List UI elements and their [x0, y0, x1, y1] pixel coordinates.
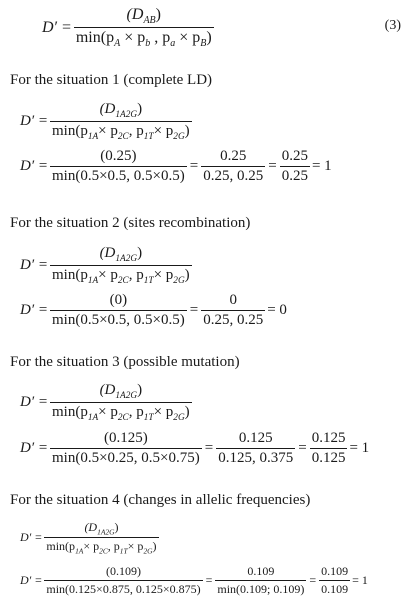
value-fraction	[50, 148, 187, 185]
intermediate-fraction	[215, 564, 306, 597]
value-denominator: min(0.5×0.5, 0.5×0.5)	[52, 312, 185, 328]
equals-sign: =	[204, 440, 214, 456]
value-denominator: min(0.5×0.25, 0.5×0.75)	[52, 450, 200, 466]
equals-sign: =	[189, 158, 199, 174]
eq3-fraction	[74, 6, 214, 49]
equation-number: (3)	[384, 18, 401, 33]
dprime-lhs: D′ =	[20, 530, 43, 545]
intermediate-denominator: min(0.109; 0.109)	[217, 582, 305, 596]
dprime-lhs: D′ =	[20, 257, 48, 273]
eq3-lhs: D′ =	[42, 18, 72, 36]
value-denominator: min(0.5×0.5, 0.5×0.5)	[52, 168, 185, 184]
result-value: = 1	[352, 573, 368, 587]
final-numerator: 0.109	[321, 564, 349, 578]
situation-3-symbolic	[20, 382, 192, 423]
equals-sign: =	[268, 158, 277, 174]
intermediate-denominator: 0.25, 0.25	[203, 168, 264, 184]
intermediate-numerator: 0.109	[247, 564, 275, 578]
intermediate-numerator: 0.125	[238, 430, 273, 446]
result-value: = 1	[349, 440, 370, 456]
symbolic-denominator: $\min(p_{1A}\times p_{2C}$, $p_{1T}\times p_{2G}$)	[46, 539, 157, 556]
eq3-den-term: )	[206, 29, 212, 47]
value-denominator: min(0.125×0.875, 0.125×0.875)	[46, 582, 201, 596]
situation-4-values	[20, 564, 368, 597]
eq3-den-term: b	[145, 38, 151, 50]
situation-2-values	[20, 292, 287, 329]
dprime-lhs: D′ =	[20, 573, 43, 587]
dprime-lhs: D′ =	[20, 394, 48, 410]
final-fraction	[310, 430, 348, 467]
value-numerator: (0.25)	[100, 148, 137, 164]
dprime-lhs: D′ =	[20, 113, 48, 129]
situation-2-heading: For the situation 2 (sites recombination)	[10, 215, 251, 231]
final-denominator: 0.25	[281, 168, 308, 184]
equals-sign: =	[309, 573, 317, 587]
value-fraction	[50, 292, 187, 329]
intermediate-numerator: 0.25	[220, 148, 247, 164]
final-numerator: 0.125	[311, 430, 346, 446]
intermediate-fraction	[201, 148, 265, 185]
eq3-numerator: $(D_{AB})$	[126, 6, 161, 27]
symbolic-numerator: $(D_{1A2G})$	[84, 520, 119, 537]
symbolic-numerator: $(D_{1A2G})$	[99, 101, 143, 120]
situation-3-values	[20, 430, 369, 467]
situation-1-values	[20, 148, 332, 185]
symbolic-fraction	[50, 101, 192, 142]
eq3-den-term: B	[200, 38, 207, 50]
value-numerator: (0)	[109, 292, 128, 308]
symbolic-denominator: $\min(p_{1A}\times p_{2C}$, $p_{1T}\times p_{2G}$)	[52, 404, 190, 423]
situation-3-heading: For the situation 3 (possible mutation)	[10, 354, 240, 370]
eq3-den-term: a	[170, 38, 176, 50]
equals-sign: =	[189, 302, 199, 318]
intermediate-denominator: 0.125, 0.375	[218, 450, 294, 466]
dprime-lhs: D′ =	[20, 158, 48, 174]
intermediate-numerator: 0	[229, 292, 237, 308]
situation-1-symbolic	[20, 101, 192, 142]
symbolic-denominator: $\min(p_{1A}\times p_{2C}$, $p_{1T}\times p_{2G}$)	[52, 123, 190, 142]
final-numerator: 0.25	[281, 148, 308, 164]
final-fraction	[319, 564, 350, 597]
intermediate-denominator: 0.25, 0.25	[203, 312, 264, 328]
situation-4-symbolic	[20, 520, 159, 556]
symbolic-fraction	[44, 520, 158, 556]
situation-4-heading: For the situation 4 (changes in allelic frequencies)	[10, 492, 311, 508]
value-fraction	[44, 564, 202, 597]
eq3-denominator: $\min(p_A \times p_b$ , $p_a \times p_B$)	[75, 29, 212, 50]
eq3-denominator-terms	[114, 29, 212, 50]
equals-sign: =	[205, 573, 213, 587]
dprime-lhs: D′ =	[20, 440, 48, 456]
equals-sign: =	[298, 440, 307, 456]
eq3-den-term: , p	[150, 29, 171, 47]
result-value: = 0	[267, 302, 287, 318]
dprime-lhs: D′ =	[20, 302, 48, 318]
eq3-den-term: × p	[175, 29, 201, 47]
symbolic-numerator: $(D_{1A2G})$	[99, 245, 143, 264]
situation-1-heading: For the situation 1 (complete LD)	[10, 72, 213, 88]
result-value: = 1	[311, 158, 332, 174]
intermediate-fraction	[216, 430, 295, 467]
symbolic-numerator: $(D_{1A2G})$	[99, 382, 143, 401]
final-denominator: 0.125	[311, 450, 346, 466]
eq3-den-term: × p	[120, 29, 146, 47]
eq3-den-term: A	[114, 38, 121, 50]
value-numerator: (0.125)	[104, 430, 148, 446]
situation-2-symbolic	[20, 245, 192, 286]
equation-3	[42, 6, 214, 49]
final-fraction	[280, 148, 310, 185]
final-denominator: 0.109	[321, 582, 349, 596]
symbolic-denominator: $\min(p_{1A}\times p_{2C}$, $p_{1T}\times p_{2G}$)	[52, 267, 190, 286]
symbolic-fraction	[50, 245, 192, 286]
intermediate-fraction	[201, 292, 265, 329]
value-fraction	[50, 430, 202, 467]
symbolic-fraction	[50, 382, 192, 423]
value-numerator: (0.109)	[105, 564, 141, 578]
